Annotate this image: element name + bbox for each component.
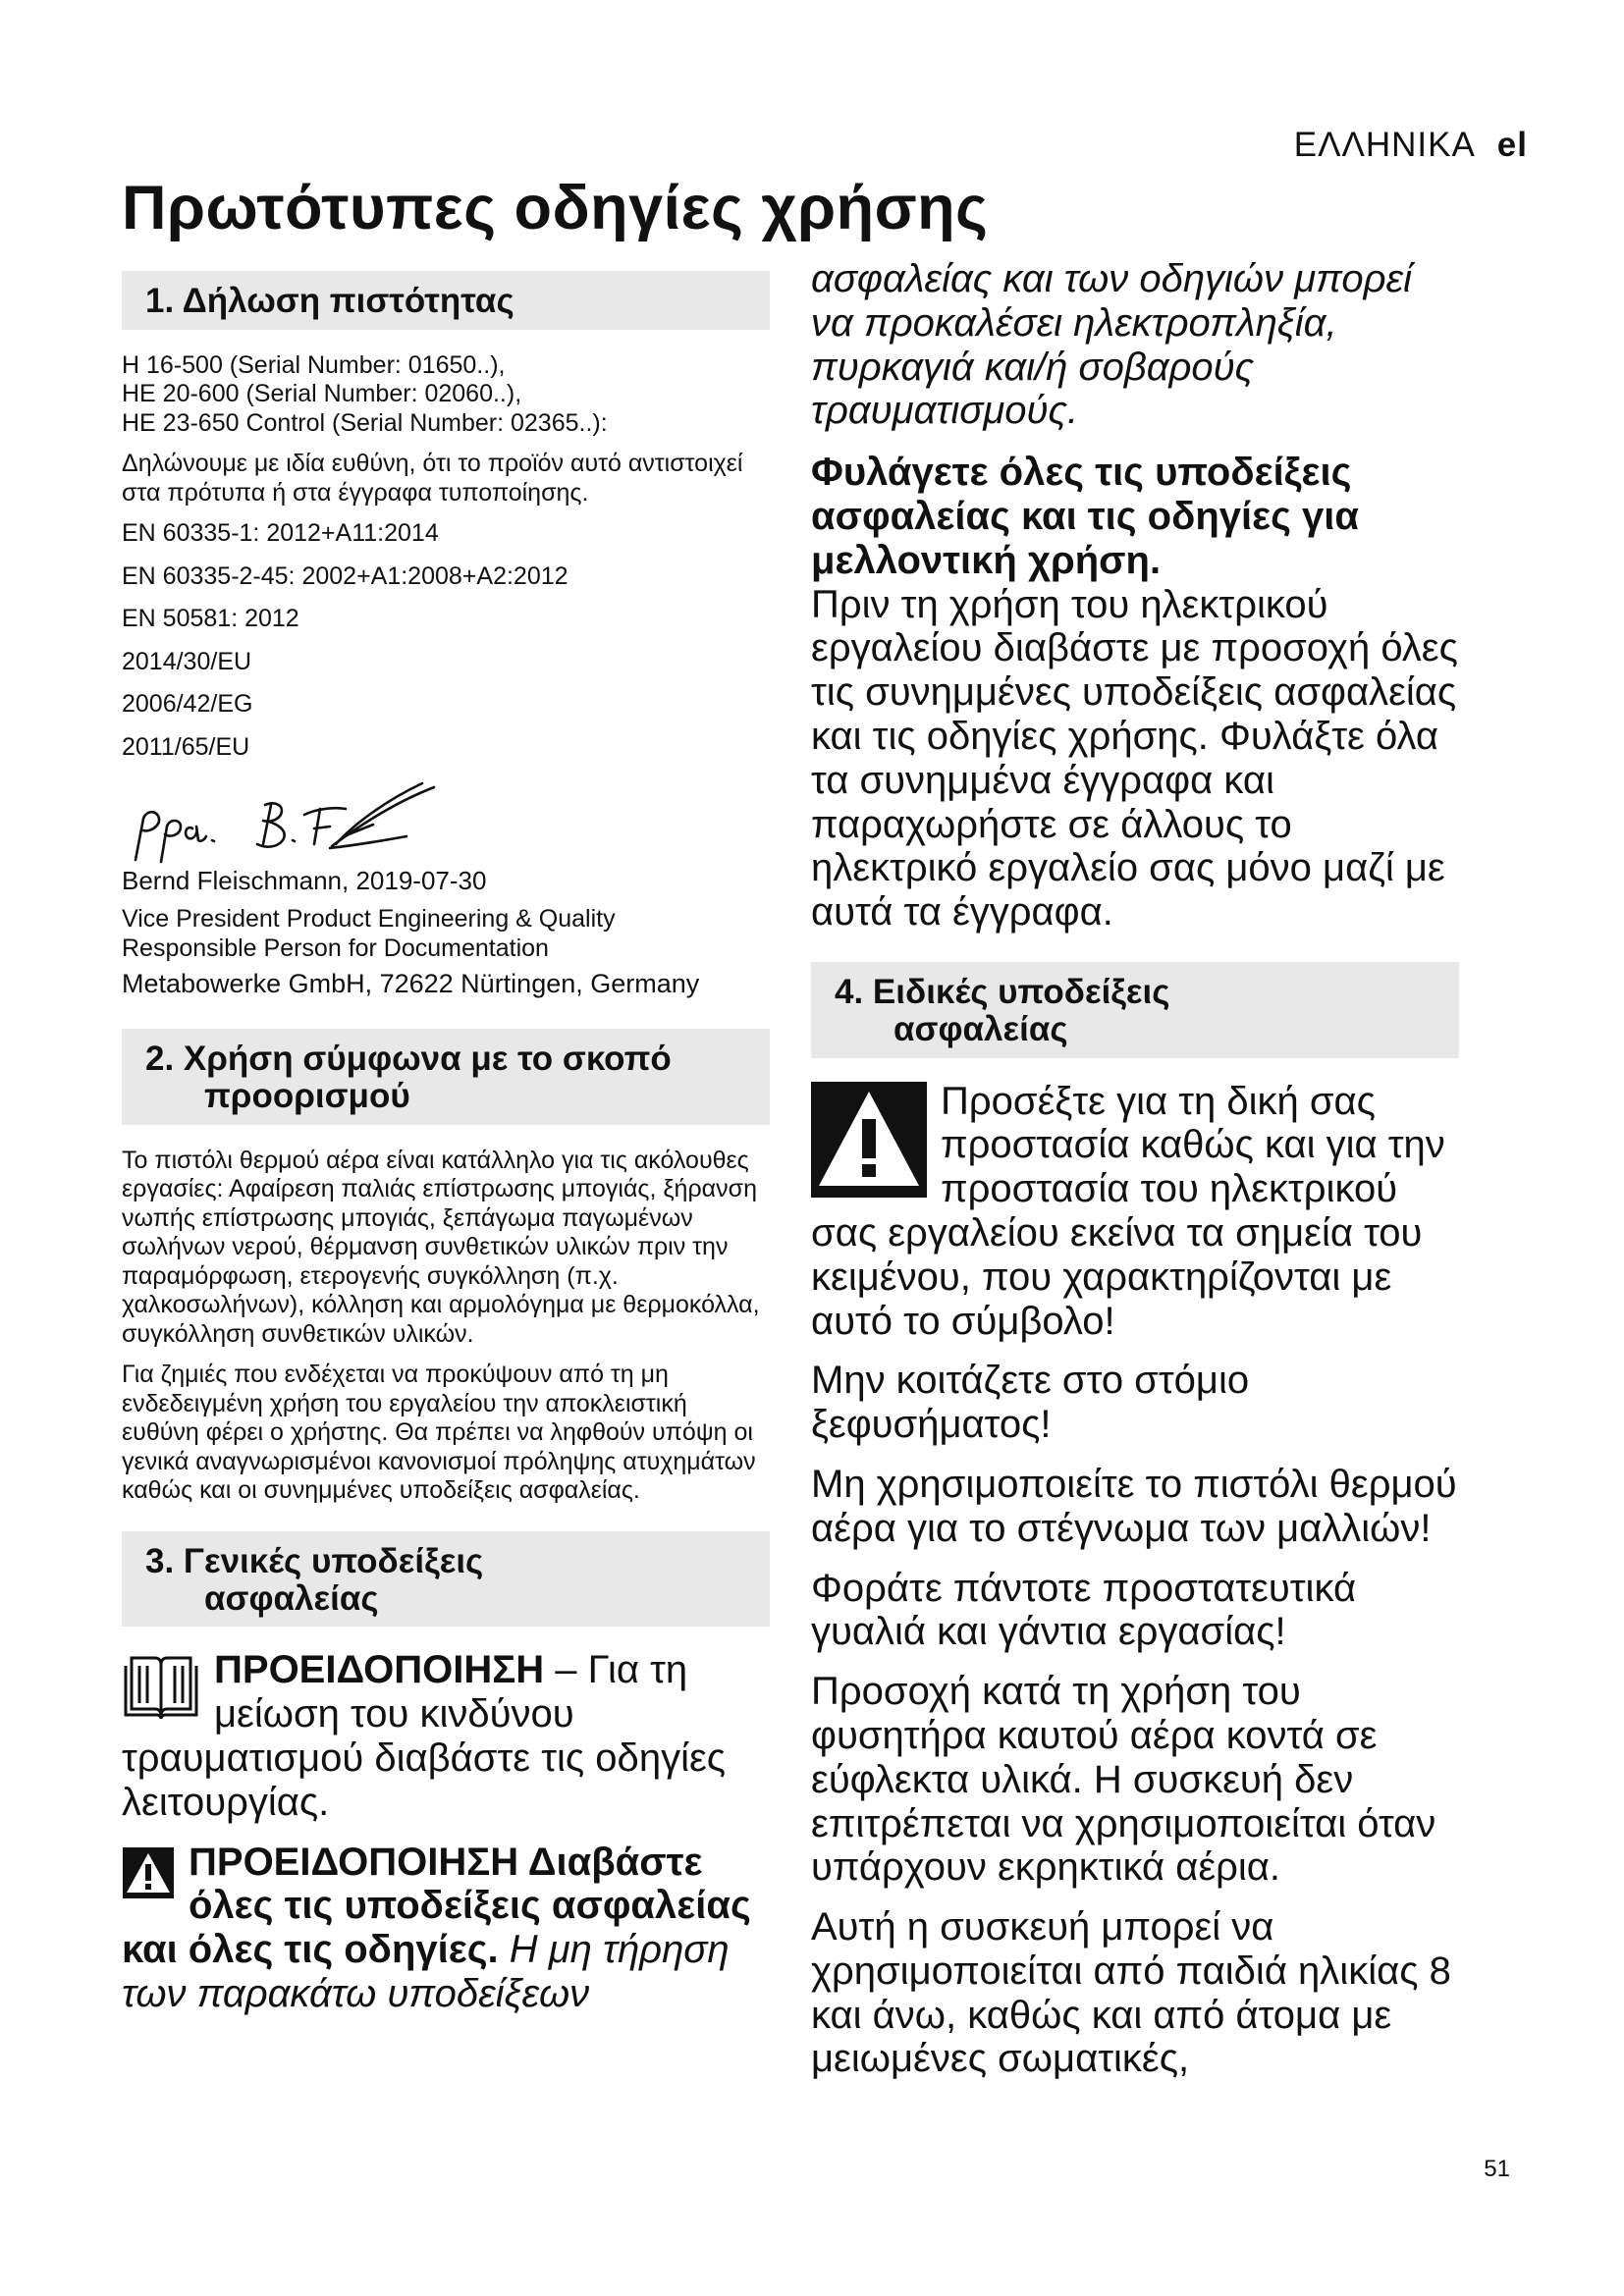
signature-image [128, 775, 461, 870]
signature [128, 775, 770, 860]
safety-point: Προσοχή κατά τη χρήση του φυσητήρα καυτού αέρα κοντά σε εύφλεκτα υλικά. Η συσκευή δεν επιτρέπεται να χρησιμοποιείται όταν υπάρχουν εκρηκτικά αέρια. [811, 1670, 1436, 1890]
standard-item: EN 60335-1: 2012+A11:2014 [122, 519, 439, 548]
standard-item: 2014/30/EU [122, 647, 252, 675]
warning-italic-text: Η μη τήρηση των παρακάτω υποδείξεων [122, 1928, 730, 2016]
warning-triangle-icon [122, 1846, 175, 1899]
standard-item: 2011/65/EU [122, 732, 250, 761]
attention-text [811, 1080, 1459, 1344]
safety-point: Μην κοιτάζετε στο στόμιο ξεφυσήματος! [811, 1359, 1250, 1447]
section-1-heading: 1. Δήλωση πιστότητας [122, 271, 770, 330]
safety-point: Αυτή η συσκευή μπορεί να χρησιμοποιείται από παιδιά ηλικίας 8 και άνω, καθώς και από άτομα με μειωμένες σωματικές, [811, 1905, 1451, 2081]
model-line: HE 23-650 Control (Serial Number: 02365..): [122, 408, 608, 437]
section-2-heading-line2: προορισμού [204, 1077, 410, 1116]
page-title: Πρωτότυπες οδηγίες χρήσης [122, 174, 989, 242]
warning-triangle-icon [811, 1082, 927, 1198]
before-use-text: Πριν τη χρήση του ηλεκτρικού εργαλείου διαβάστε με προσοχή όλες τις συνημμένες υποδείξεις ασφαλείας και τις οδηγίες χρήσης. Φυλάξτε όλα τα συνημμένα έγγραφα και παραχωρήστε σε άλλους το ηλεκτρικό εργαλείο σας μόνο μαζί με αυτά τα έγγραφα. [811, 582, 1458, 934]
warning-bold-text: ΠΡΟΕΙΔΟΠΟΙΗΣΗ Διαβάστε όλες τις υποδείξεις ασφαλείας και όλες τις οδηγίες. [122, 1840, 751, 1972]
section-3-heading-line2: ασφαλείας [204, 1578, 379, 1618]
section-2-heading [122, 1029, 770, 1125]
section-4-heading-line2: ασφαλείας [893, 1009, 1068, 1048]
left-column [122, 265, 770, 2032]
manual-book-icon [122, 1652, 200, 1721]
standard-item: EN 60335-2-45: 2002+A1:2008+A2:2012 [122, 561, 568, 590]
keep-instructions-text: Φυλάγετε όλες τις υποδείξεις ασφαλείας και τις οδηγίες για μελλοντική χρήση. [811, 451, 1360, 582]
language-header [1294, 126, 1528, 165]
role-line: Vice President Product Engineering & Quality [122, 905, 616, 934]
declaration-text: Δηλώνουμε με ιδία ευθύνη, ότι το προϊόν αυτό αντιστοιχεί στα πρότυπα ή στα έγγραφα τυποποίησης. [122, 450, 743, 507]
warning-read-all [122, 1841, 770, 2016]
model-list [122, 351, 770, 439]
right-column [811, 257, 1459, 2097]
warning-label: ΠΡΟΕΙΔΟΠΟΙΗΣΗ [214, 1648, 545, 1692]
model-line: HE 20-600 (Serial Number: 02060..), [122, 380, 522, 408]
warning-text: – Για τη μείωση του κινδύνου τραυματισμού διαβάστε τις οδηγίες λειτουργίας. [122, 1648, 727, 1824]
safety-point: Μη χρησιμοποιείτε το πιστόλι θερμού αέρα για το στέγνωμα των μαλλιών! [811, 1462, 1457, 1550]
continued-warning-text: ασφαλείας και των οδηγιών μπορεί να προκαλέσει ηλεκτροπληξία, πυρκαγιά και/ή σοβαρούς τραυματισμούς. [811, 257, 1412, 433]
section-3-heading [122, 1531, 770, 1628]
liability-text: Για ζημιές που ενδέχεται να προκύψουν από τη μη ενδεδειγμένη χρήση του εργαλείου την αποκλειστική ευθύνη φέρει ο χρήστης. Θα πρέπει να ληφθούν υπόψη οι γενικά αναγνωρισμένοι κανονισμοί πρόληψης ατυχημάτων καθώς και οι συνημμένες υποδείξεις ασφαλείας. [122, 1361, 756, 1505]
company-address: Metabowerke GmbH, 72622 Nürtingen, Germany [122, 969, 700, 999]
signatory-name: Bernd Fleischmann, 2019-07-30 [122, 866, 487, 896]
page-number: 51 [1484, 2156, 1510, 2182]
role-line: Responsible Person for Documentation [122, 934, 549, 963]
safety-point: Φοράτε πάντοτε προστατευτικά γυαλιά και γάντια εργασίας! [811, 1566, 1357, 1654]
signatory-role [122, 904, 770, 963]
language-code: el [1496, 126, 1528, 164]
section-3-heading-line1: 3. Γενικές υποδείξεις [145, 1541, 484, 1580]
warning-read-manual [122, 1648, 770, 1824]
standard-item: 2006/42/EG [122, 690, 253, 719]
section-4-heading [811, 962, 1459, 1058]
attention-body: Προσέξτε για τη δική σας προστασία καθώς και για την προστασία του ηλεκτρικού σας εργαλείου εκείνα τα σημεία του κειμένου, που χαρακτηρίζονται με αυτό το σύμβολο! [811, 1079, 1445, 1343]
model-line: H 16-500 (Serial Number: 01650..), [122, 350, 506, 379]
standard-item: EN 50581: 2012 [122, 605, 299, 633]
section-4-heading-line1: 4. Ειδικές υποδείξεις [835, 972, 1170, 1011]
section-2-heading-line1: 2. Χρήση σύμφωνα με το σκοπό [145, 1040, 672, 1079]
intended-use-text: Το πιστόλι θερμού αέρα είναι κατάλληλο για τις ακόλουθες εργασίες: Αφαίρεση παλιάς επίστρωσης μπογιάς, ξήρανση νωπής επίστρωσης μπογιάς, ξεπάγωμα παγωμένων σωλήνων νερού, θέρμανση συνθετικών υλικών πριν την παραμόρφωση, ετερογενής συγκόλληση (π.χ. χαλκοσωλήνων), κόλληση και αρμολόγημα με θερμοκόλλα, συγκόλληση συνθετικών υλικών. [122, 1146, 760, 1348]
language-name: ΕΛΛΗΝΙΚΑ [1293, 126, 1476, 164]
